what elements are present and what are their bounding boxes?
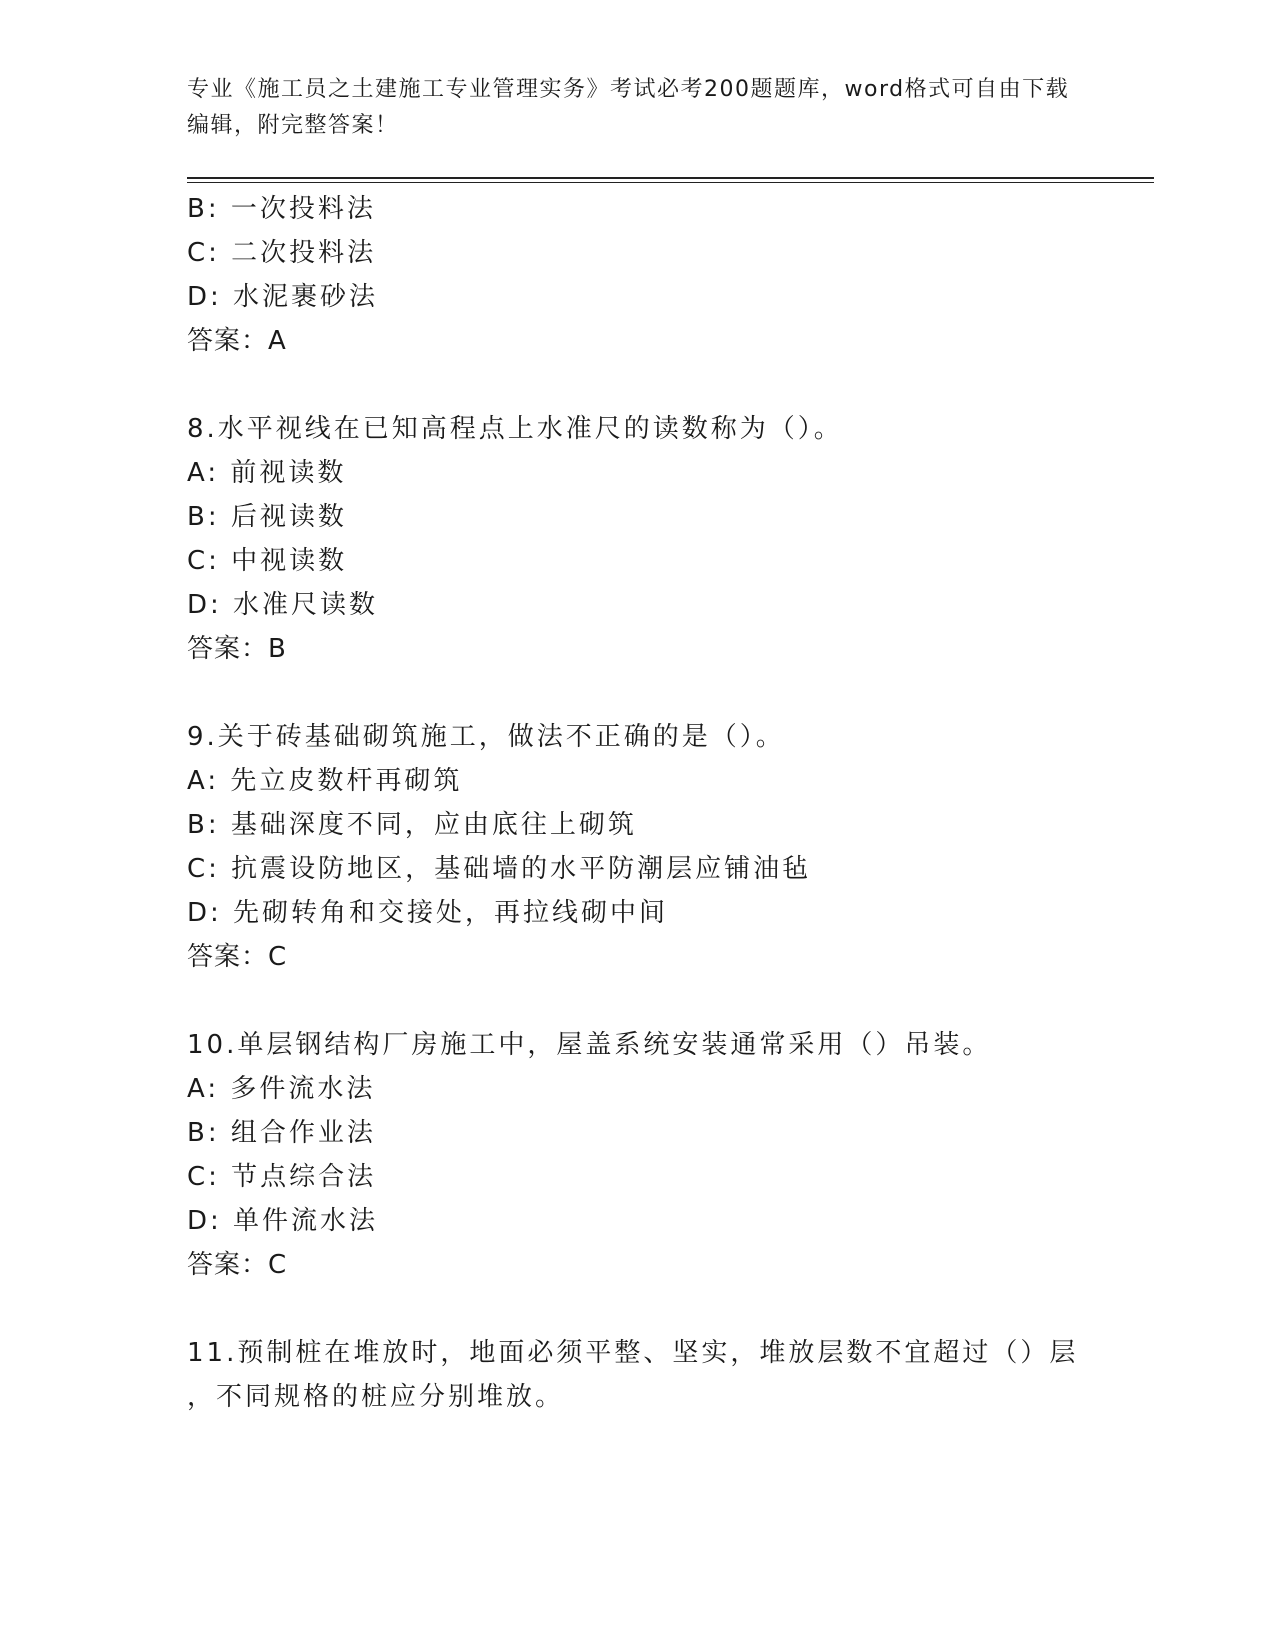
q8-stem: 8.水平视线在已知高程点上水准尺的读数称为（）。 (187, 414, 843, 444)
q8-option-a: A: 前视读数 (187, 458, 347, 488)
q8-answer: 答案：B (187, 634, 287, 664)
header-divider-thin (187, 182, 1154, 183)
header-divider-thick (187, 177, 1154, 179)
q9-option-d: D: 先砌转角和交接处，再拉线砌中间 (187, 898, 669, 928)
q10-answer: 答案：C (187, 1250, 288, 1280)
q10-option-d: D: 单件流水法 (187, 1206, 379, 1236)
q9-stem: 9.关于砖基础砌筑施工，做法不正确的是（）。 (187, 722, 785, 752)
q10-stem: 10.单层钢结构厂房施工中，屋盖系统安装通常采用（）吊装。 (187, 1030, 992, 1060)
prev-option-d: D: 水泥裹砂法 (187, 282, 379, 312)
q9-answer: 答案：C (187, 942, 288, 972)
q11-stem-line2: ，不同规格的桩应分别堆放。 (187, 1382, 565, 1412)
q8-option-d: D: 水准尺读数 (187, 590, 379, 620)
prev-answer: 答案：A (187, 326, 287, 356)
q10-option-a: A: 多件流水法 (187, 1074, 376, 1104)
document-header: 专业《施工员之土建施工专业管理实务》考试必考200题题库，word格式可自由下载编辑，附完整答案！ (187, 77, 1070, 138)
q10-option-b: B: 组合作业法 (187, 1118, 376, 1148)
q10-option-c: C: 节点综合法 (187, 1162, 377, 1192)
q11-stem-line1: 11.预制桩在堆放时，地面必须平整、坚实，堆放层数不宜超过（）层 (187, 1338, 1079, 1368)
q8-option-c: C: 中视读数 (187, 546, 348, 576)
prev-option-b: B: 一次投料法 (187, 194, 376, 224)
prev-option-c: C: 二次投料法 (187, 238, 377, 268)
q9-option-c: C: 抗震设防地区，基础墙的水平防潮层应铺油毡 (187, 854, 812, 884)
q9-option-b: B: 基础深度不同，应由底往上砌筑 (187, 810, 637, 840)
q8-option-b: B: 后视读数 (187, 502, 347, 532)
q9-option-a: A: 先立皮数杆再砌筑 (187, 766, 463, 796)
